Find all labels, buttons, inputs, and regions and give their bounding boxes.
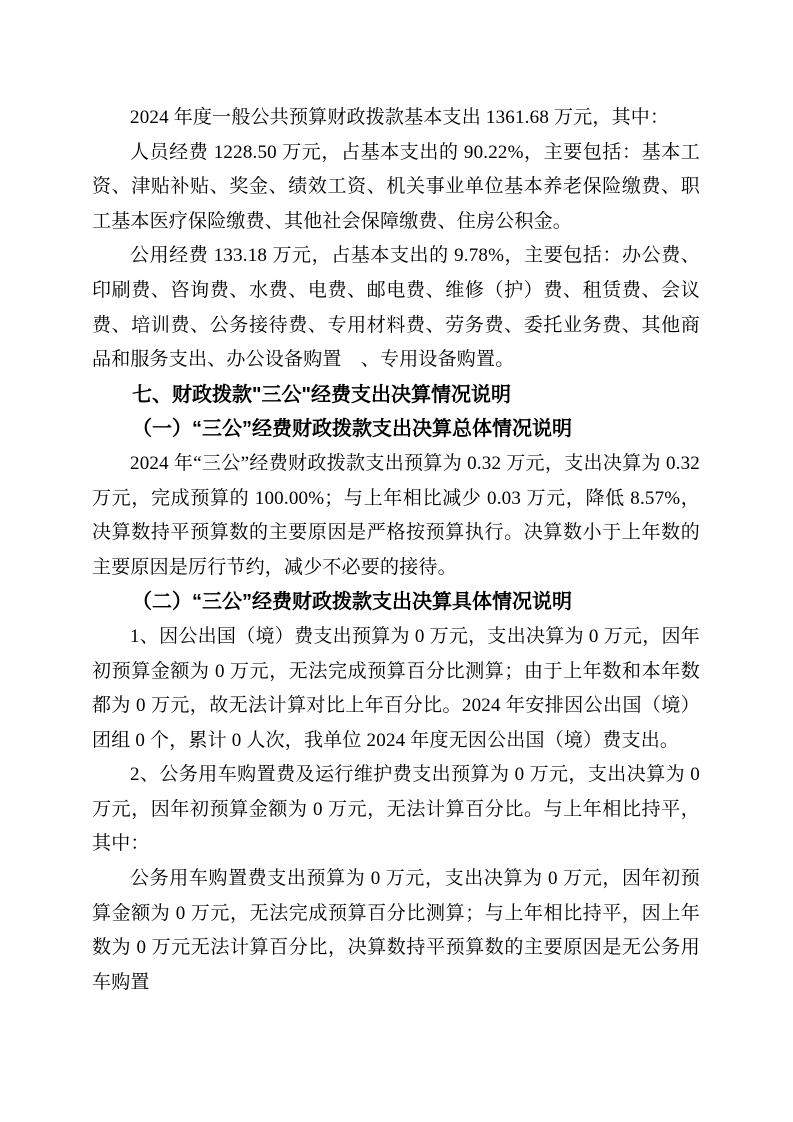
heading-section-seven-three-public-funds: 七、财政拨款"三公"经费支出决算情况说明 bbox=[132, 383, 511, 406]
paragraph-overseas-travel-expense: 1、因公出国（境）费支出预算为 0 万元，支出决算为 0 万元，因年初预算金额为 0 万元，无法完成预算百分比测算；由于上年数和本年数都为 0 万元，故无法计算对比上年百分比。2024 年安排因公出国（境）团组 0 个，累计 0 人次，我单位 2024 年度无因公出国（境）费支出。 bbox=[92, 625, 700, 751]
heading-subsection-one-overall-situation: （一）“三公”经费财政拨款支出决算总体情况说明 bbox=[132, 418, 572, 441]
paragraph-official-vehicle-purchase: 公务用车购置费支出预算为 0 万元，支出决算为 0 万元，因年初预算金额为 0 万元，无法完成预算百分比测算；与上年相比持平，因上年数为 0 万元无法计算百分比，决算数持平预算数的主要原因是无公务用车购置 bbox=[92, 868, 700, 993]
paragraph-three-public-overall: 2024 年“三公”经费财政拨款支出预算为 0.32 万元，支出决算为 0.32 万元，完成预算的 100.00%；与上年相比减少 0.03 万元，降低 8.57%，决算数持平预算数的主要原因是严格按预算执行。决算数小于上年数的主要原因是厉行节约，减少不必要的接待。 bbox=[92, 452, 700, 578]
paragraph-basic-expenditure-total: 2024 年度一般公共预算财政拨款基本支出 1361.68 万元，其中： bbox=[130, 107, 670, 128]
heading-subsection-two-specific-situation: （二）“三公”经费财政拨款支出决算具体情况说明 bbox=[132, 591, 572, 614]
paragraph-official-vehicle-total: 2、公务用车购置费及运行维护费支出预算为 0 万元，支出决算为 0 万元，因年初预算金额为 0 万元，无法计算百分比。与上年相比持平，其中： bbox=[92, 764, 700, 855]
paragraph-personnel-funds: 人员经费 1228.50 万元，占基本支出的 90.22%，主要包括：基本工资、津贴补贴、奖金、绩效工资、机关事业单位基本养老保险缴费、职工基本医疗保险缴费、其他社会保障缴费、住房公积金。 bbox=[92, 141, 700, 232]
paragraph-public-funds: 公用经费 133.18 万元，占基本支出的 9.78%，主要包括：办公费、印刷费、咨询费、水费、电费、邮电费、维修（护）费、租赁费、会议费、培训费、公务接待费、专用材料费、劳务费、委托业务费、其他商品和服务支出、办公设备购置 、专用设备购置。 bbox=[92, 245, 700, 371]
